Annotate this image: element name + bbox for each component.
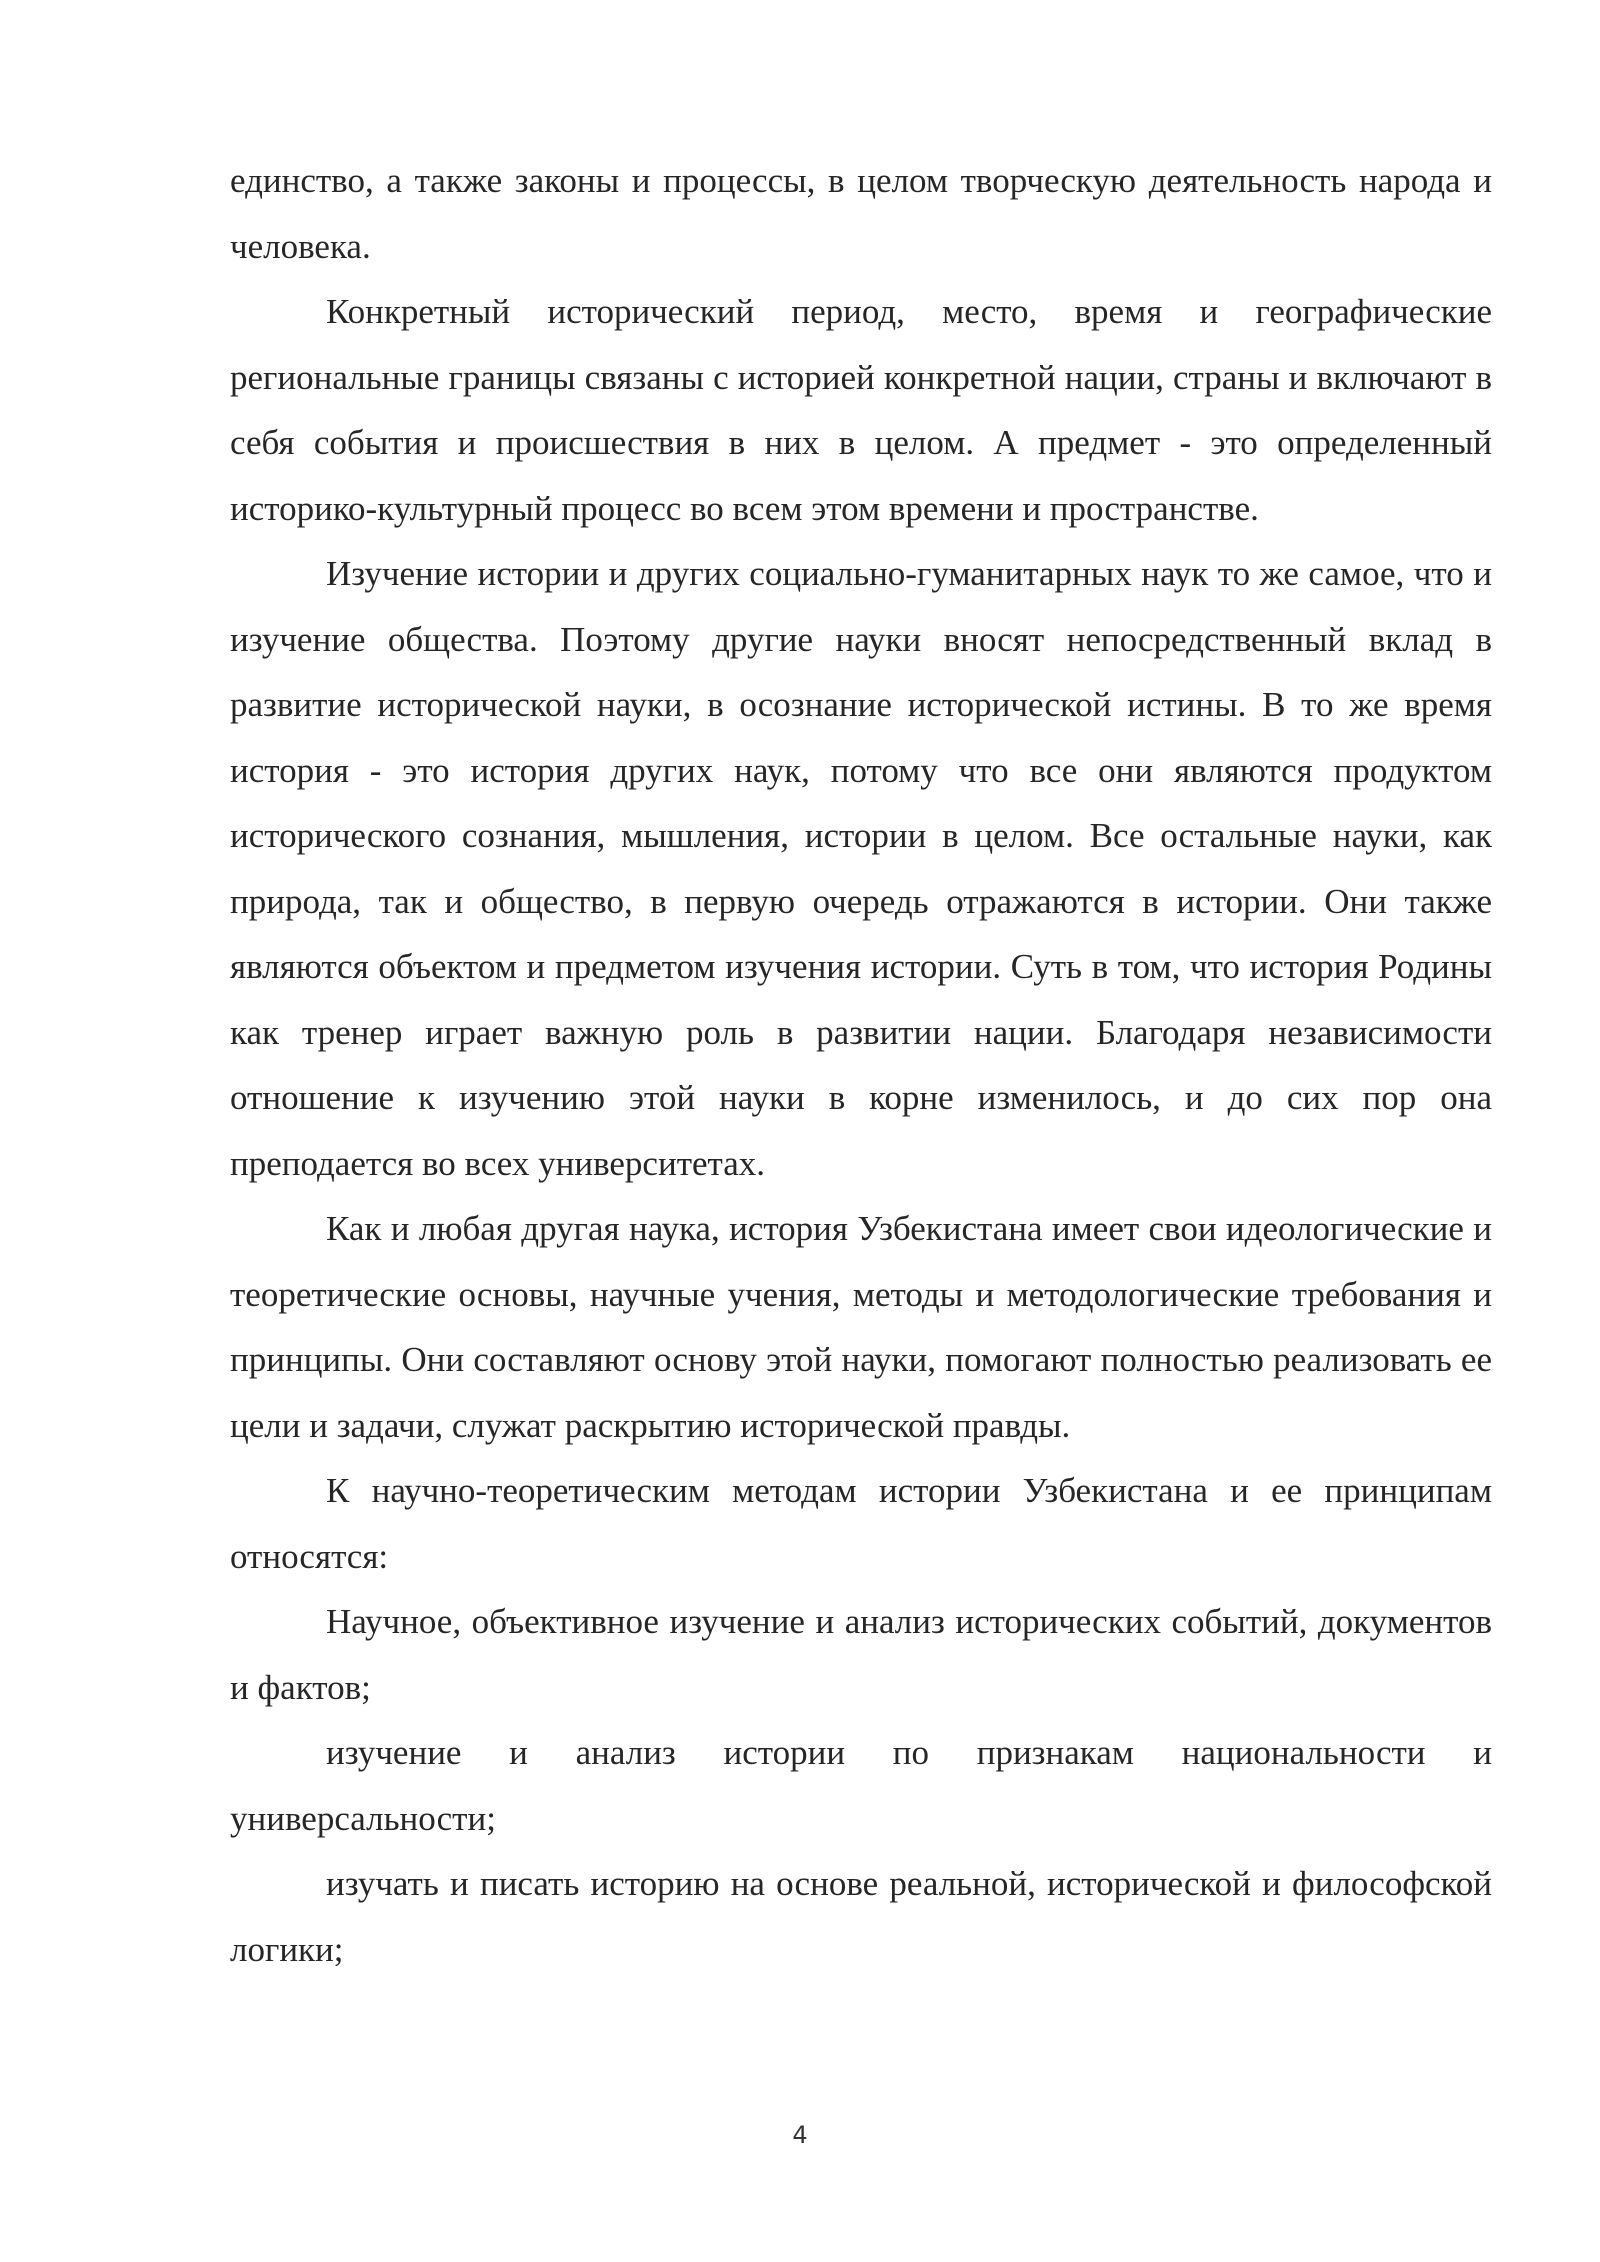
page-number: 4 bbox=[792, 2121, 808, 2149]
paragraph-5: К научно-теоретическим методам истории Узбекистана и ее принципам относятся: bbox=[230, 1471, 1492, 1576]
list-item-1: Научное, объективное изучение и анализ исторических событий, документов и фактов; bbox=[230, 1602, 1492, 1707]
body-text bbox=[230, 148, 1492, 1982]
paragraph-3: Изучение истории и других социально-гуманитарных наук то же самое, что и изучение общества. Поэтому другие науки вносят непосредственный вклад в развитие исторической науки, в осознание исторической истины. В то же время история - это история других наук, потому что все они являются продуктом исторического сознания, мышления, истории в целом. Все остальные науки, как природа, так и общество, в первую очередь отражаются в истории. Они также являются объектом и предметом изучения истории. Суть в том, что история Родины как тренер играет важную роль в развитии нации. Благодаря независимости отношение к изучению этой науки в корне изменилось, и до сих пор она преподается во всех университетах. bbox=[230, 554, 1492, 1183]
paragraph-1: единство, а также законы и процессы, в целом творческую деятельность народа и человека. bbox=[230, 161, 1492, 266]
list-item-3: изучать и писать историю на основе реальной, исторической и философской логики; bbox=[230, 1864, 1492, 1969]
list-item-2: изучение и анализ истории по признакам национальности и универсальности; bbox=[230, 1733, 1492, 1838]
paragraph-2: Конкретный исторический период, место, время и географические региональные границы связаны с историей конкретной нации, страны и включают в себя события и происшествия в них в целом. А предмет - это определенный историко-культурный процесс во всем этом времени и пространстве. bbox=[230, 292, 1492, 528]
paragraph-4: Как и любая другая наука, история Узбекистана имеет свои идеологические и теоретические основы, научные учения, методы и методологические требования и принципы. Они составляют основу этой науки, помогают полностью реализовать ее цели и задачи, служат раскрытию исторической правды. bbox=[230, 1209, 1492, 1445]
